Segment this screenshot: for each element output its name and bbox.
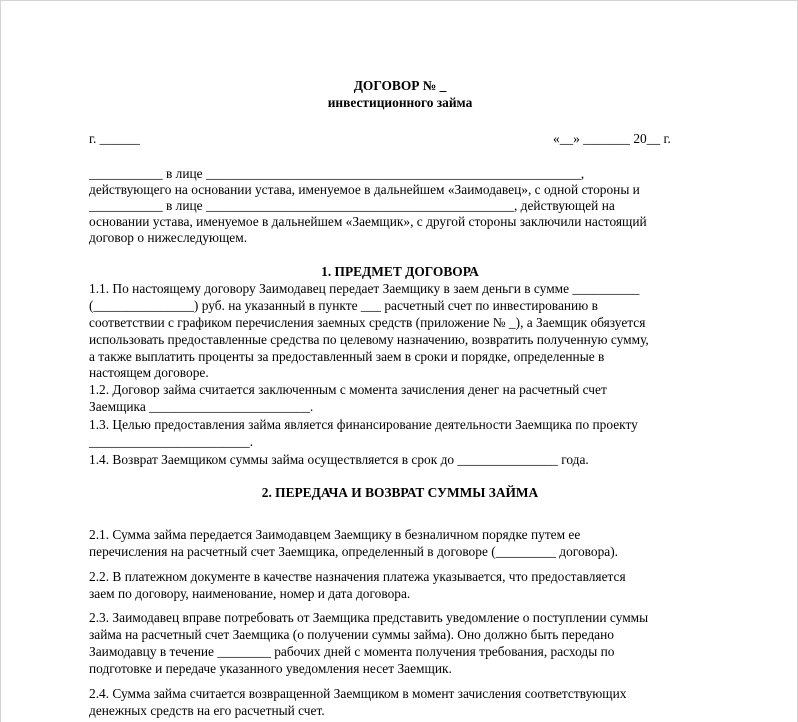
section1-line: (_______________) руб. на указанный в пункте ___ расчетный счет по инвестированию в [89, 298, 598, 313]
section2-line: заем по договору, наименование, номер и дата договора. [89, 586, 411, 601]
section2-line: подготовке и передаче указанного уведомления несет Заемщик. [89, 661, 452, 676]
section1-line: Заемщика ________________________. [89, 399, 314, 414]
section1-line: использовать предоставленные средства по целевому назначению, возвратить полученную сумму, [89, 332, 649, 347]
doc-title: ДОГОВОР № _ [353, 78, 447, 93]
preamble-line: действующего на основании устава, именуемое в дальнейшем «Заимодавец», с одной стороны и [89, 182, 640, 197]
section2-line: 2.3. Заимодавец вправе потребовать от Заемщика представить уведомление о поступлении суммы [89, 610, 649, 625]
section2-line: 2.1. Сумма займа передается Заимодавцем Заемщику в безналичном порядке путем ее [89, 527, 581, 542]
section1-line: 1.1. По настоящему договору Заимодавец передает Заемщику в заем деньги в сумме __________ [89, 281, 640, 296]
city-field: г. ______ [89, 131, 140, 146]
section2-line: перечисления на расчетный счет Заемщика, определенный в договоре (_________ договора). [89, 544, 619, 559]
section2-line: 2.4. Сумма займа считается возвращенной Заемщиком в момент зачисления соответствующих [89, 686, 627, 701]
section2-heading: 2. ПЕРЕДАЧА И ВОЗВРАТ СУММЫ ЗАЙМА [261, 485, 539, 500]
section1-heading: 1. ПРЕДМЕТ ДОГОВОРА [321, 264, 479, 279]
section2-line: Заимодавцу в течение ________ рабочих дней с момента получения требования, расходы по [89, 644, 615, 659]
preamble-line: основании устава, именуемое в дальнейшем «Заемщик», с другой стороны заключили настоящий [89, 214, 647, 229]
section1-line: ________________________. [89, 434, 254, 449]
section1-line: а также выплатить проценты за предоставленный заем в сроки и порядке, определенные в [89, 349, 605, 364]
section1-line: настоящем договоре. [89, 365, 209, 380]
section1-line: 1.2. Договор займа считается заключенным с момента зачисления денег на расчетный счет [89, 382, 607, 397]
preamble-line: ___________ в лице ________________________________________________________, [89, 166, 585, 181]
date-field: «__» _______ 20__ г. [553, 131, 671, 146]
section2-line: займа на расчетный счет Заемщика (о получении суммы займа). Оно должно быть передано [89, 627, 614, 642]
preamble-line: ___________ в лице ______________________________________________, действующей на [89, 198, 615, 213]
section1-line: соответствии с графиком перечисления заемных средств (приложение № _), а Заемщик обязуется [89, 315, 646, 330]
preamble-line: договор о нижеследующем. [89, 230, 248, 245]
section2-line: денежных средств на его расчетный счет. [89, 703, 325, 718]
section1-line: 1.3. Целью предоставления займа является финансирование деятельности Заемщика по проекту [89, 417, 638, 432]
doc-subtitle: инвестиционного займа [327, 95, 473, 110]
section1-line: 1.4. Возврат Заемщиком суммы займа осуществляется в срок до _______________ года. [89, 452, 589, 467]
section2-line: 2.2. В платежном документе в качестве назначения платежа указывается, что предоставляется [89, 569, 626, 584]
